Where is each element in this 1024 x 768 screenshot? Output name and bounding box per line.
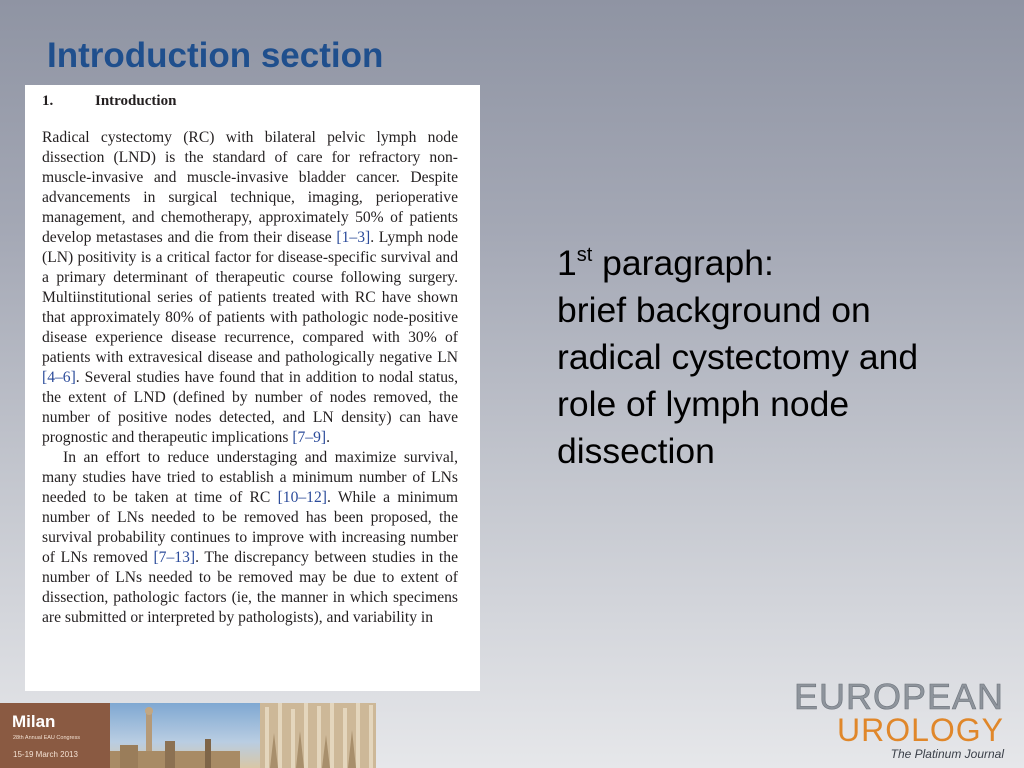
citation-link[interactable]: [4–6] [42, 369, 76, 386]
annotation-line: role of lymph node [557, 384, 850, 424]
milan-logo: Milan [12, 712, 56, 731]
congress-footer [0, 703, 376, 768]
paragraph-2-text-b: . While a minimum number of LNs needed to be removed has been proposed, the survival probability continues to improve with increasing number of LNs removed [42, 489, 459, 566]
european-urology-logo [793, 676, 1004, 761]
citation-link[interactable]: [7–13] [153, 549, 196, 566]
section-heading [42, 93, 458, 110]
brand-european: EUROPEAN [793, 676, 1004, 717]
section-number: 1. [42, 93, 54, 109]
paragraph-1 [42, 128, 458, 448]
annotation-heading [557, 240, 987, 287]
citation-link[interactable]: [1–3] [336, 229, 371, 246]
annotation-superscript: st [576, 244, 593, 266]
paragraph-2-text-a: In an effort to reduce understaging and maximize survival, many studies have tried to establish a minimum number of LNs needed to be taken at time of RC [42, 449, 458, 506]
annotation-heading-rest: paragraph: [592, 243, 774, 283]
milan-congress-badge [0, 703, 110, 768]
slide-annotation [557, 240, 987, 475]
annotation-line: radical cystectomy and [557, 337, 919, 377]
congress-subtitle: 28th Annual EAU Congress [13, 735, 80, 741]
paragraph-1-text-c: . Several studies have found that in addition to nodal status, the extent of LND (defined by number of nodes removed, the number of positive nodes detected, and LN density) can have prognostic and therapeutic implications [42, 369, 458, 446]
annotation-line: dissection [557, 431, 715, 471]
paragraph-2 [42, 448, 458, 628]
paragraph-1-text-b: . Lymph node (LN) positivity is a critical factor for disease-specific survival and a primary determinant of therapeutic course following surgery. Multiinstitutional series of patients treated with RC have shown that approximately 80% of patients with pathologic node-positive disease experience disease recurrence, compared with 30% of patients with extravesical disease and pathologically negative LN [42, 229, 458, 366]
slide-title: Introduction section [47, 36, 384, 75]
brand-tagline: The Platinum Journal [890, 747, 1004, 761]
congress-dates: 15-19 March 2013 [13, 750, 78, 759]
paragraph-1-text-d: . [326, 429, 330, 446]
article-excerpt [25, 85, 480, 691]
brand-urology: UROLOGY [836, 712, 1004, 748]
section-title: Introduction [95, 93, 177, 109]
paragraph-1-text-a: Radical cystectomy (RC) with bilateral pelvic lymph node dissection (LND) is the standard of care for refractory non-muscle-invasive and muscle-invasive bladder cancer. Despite advancements in surgical technique, imaging, perioperative management, and chemotherapy, approximately 50% of patients develop metastases and die from their disease [42, 129, 458, 246]
citation-link[interactable]: [7–9] [292, 429, 327, 446]
annotation-number: 1 [557, 243, 577, 283]
paragraph-2-text-c: . The discrepancy between studies in the number of LNs needed to be removed may be due to extent of dissection, pathologic factors (ie, the manner in which specimens are submitted or interpreted by pathologists), and variability in [42, 549, 458, 626]
milan-cathedral-skyline-image [110, 703, 376, 768]
citation-link[interactable]: [10–12] [277, 489, 327, 506]
annotation-line: brief background on [557, 290, 871, 330]
